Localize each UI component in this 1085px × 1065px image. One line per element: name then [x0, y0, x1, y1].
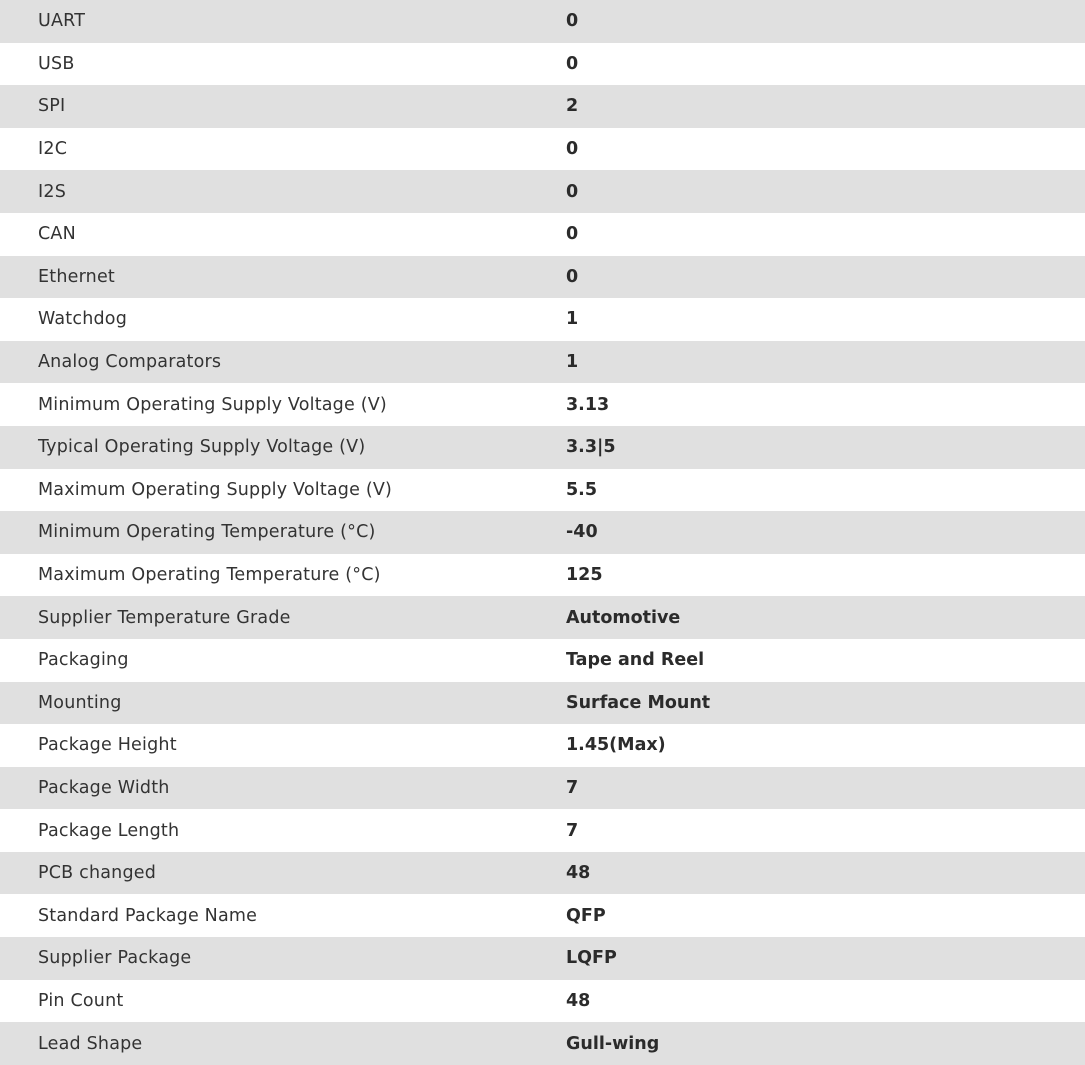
table-row — [0, 852, 1085, 895]
spec-label: Ethernet — [38, 266, 115, 287]
table-row — [0, 980, 1085, 1023]
spec-value: 3.3|5 — [566, 437, 616, 458]
spec-value: LQFP — [566, 948, 617, 969]
table-row — [0, 554, 1085, 597]
table-row — [0, 43, 1085, 86]
spec-label: Maximum Operating Temperature (°C) — [38, 565, 381, 586]
spec-value: Gull-wing — [566, 1033, 660, 1054]
spec-value: Automotive — [566, 607, 681, 628]
spec-label: Lead Shape — [38, 1033, 143, 1054]
table-row — [0, 511, 1085, 554]
spec-label: Mounting — [38, 692, 122, 713]
spec-value: 1 — [566, 352, 579, 373]
table-row — [0, 341, 1085, 384]
spec-label: I2C — [38, 139, 68, 160]
spec-label: Watchdog — [38, 309, 128, 330]
spec-value: Surface Mount — [566, 692, 711, 713]
spec-value: 0 — [566, 11, 579, 32]
table-row — [0, 469, 1085, 512]
spec-label: PCB changed — [38, 863, 157, 884]
table-row — [0, 298, 1085, 341]
spec-value: 0 — [566, 224, 579, 245]
spec-label: Package Width — [38, 777, 170, 798]
table-row — [0, 724, 1085, 767]
spec-label: Maximum Operating Supply Voltage (V) — [38, 479, 393, 500]
table-row — [0, 170, 1085, 213]
spec-value: -40 — [566, 522, 598, 543]
spec-value: 2 — [566, 96, 579, 117]
spec-label: Standard Package Name — [38, 905, 258, 926]
spec-label: I2S — [38, 181, 67, 202]
spec-label: Minimum Operating Temperature (°C) — [38, 522, 376, 543]
spec-value: 3.13 — [566, 394, 610, 415]
spec-label: Supplier Temperature Grade — [38, 607, 291, 628]
spec-value: 7 — [566, 777, 579, 798]
table-row — [0, 1022, 1085, 1065]
table-row — [0, 0, 1085, 43]
spec-label: Supplier Package — [38, 948, 192, 969]
table-row — [0, 937, 1085, 980]
table-row — [0, 213, 1085, 256]
table-row — [0, 639, 1085, 682]
spec-value: 0 — [566, 139, 579, 160]
spec-value: 48 — [566, 990, 591, 1011]
spec-value: 125 — [566, 565, 603, 586]
spec-value: 1.45(Max) — [566, 735, 666, 756]
spec-label: Analog Comparators — [38, 352, 222, 373]
table-row — [0, 596, 1085, 639]
table-row — [0, 128, 1085, 171]
spec-value: Tape and Reel — [566, 650, 705, 671]
spec-value: 7 — [566, 820, 579, 841]
spec-label: Minimum Operating Supply Voltage (V) — [38, 394, 387, 415]
spec-label: SPI — [38, 96, 66, 117]
spec-value: 0 — [566, 181, 579, 202]
table-row — [0, 256, 1085, 299]
spec-value: 0 — [566, 53, 579, 74]
spec-value: 48 — [566, 863, 591, 884]
spec-value: 5.5 — [566, 479, 598, 500]
spec-value: 1 — [566, 309, 579, 330]
spec-label: Packaging — [38, 650, 129, 671]
table-row — [0, 682, 1085, 725]
spec-label: Package Length — [38, 820, 180, 841]
spec-value: 0 — [566, 266, 579, 287]
spec-label: UART — [38, 11, 86, 32]
table-row — [0, 894, 1085, 937]
spec-label: Package Height — [38, 735, 177, 756]
table-row — [0, 426, 1085, 469]
spec-label: Pin Count — [38, 990, 124, 1011]
spec-label: Typical Operating Supply Voltage (V) — [38, 437, 366, 458]
table-row — [0, 767, 1085, 810]
spec-label: USB — [38, 53, 75, 74]
spec-value: QFP — [566, 905, 606, 926]
table-row — [0, 383, 1085, 426]
table-row — [0, 85, 1085, 128]
table-row — [0, 809, 1085, 852]
spec-label: CAN — [38, 224, 76, 245]
